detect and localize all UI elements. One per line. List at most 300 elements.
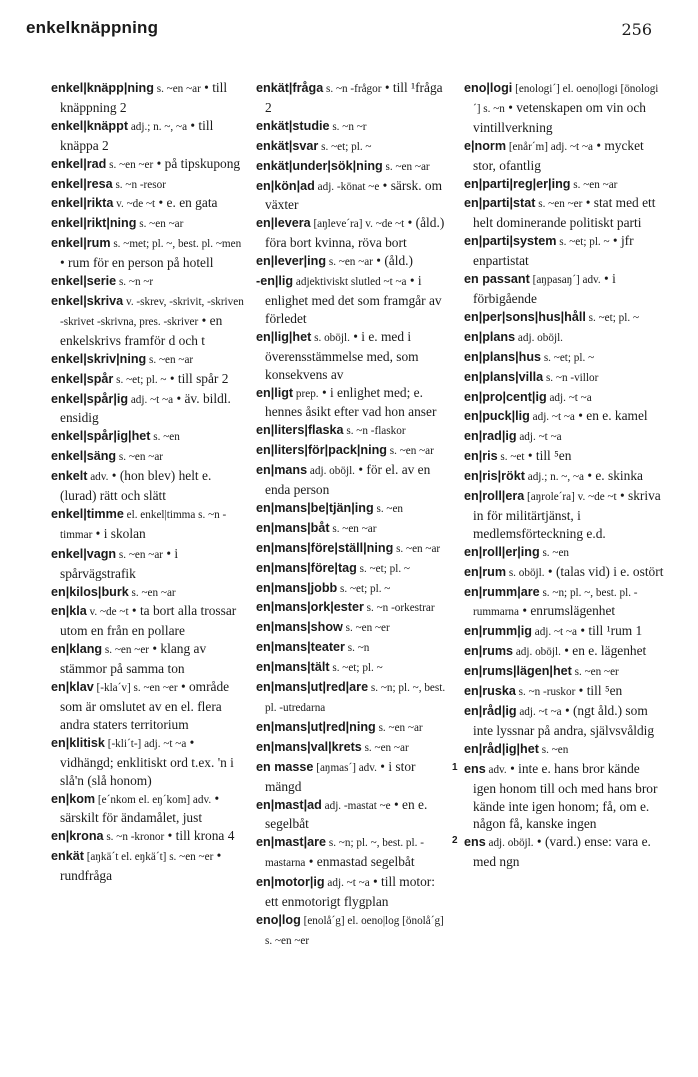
entry-grammar: adv. <box>485 763 507 776</box>
dictionary-entry <box>256 559 450 579</box>
entry-grammar: s. ~en ~ar <box>128 586 176 599</box>
entry-definition: • på tipskupong <box>153 155 241 171</box>
dictionary-entry <box>464 175 664 195</box>
dictionary-entry <box>256 519 450 539</box>
dictionary-entry <box>464 563 664 583</box>
dictionary-entry <box>256 252 450 272</box>
dictionary-entry <box>51 155 245 175</box>
entry-headword: en|krona <box>51 829 104 844</box>
entry-headword: en|mans|teater <box>256 640 345 655</box>
entry-definition: • stat med ett helt dominerande politiskt parti <box>473 195 656 231</box>
entry-headword: enkel|rikta <box>51 196 114 211</box>
homograph-number: 2 <box>452 835 458 847</box>
entry-grammar: s. ~n -frågor <box>323 83 382 95</box>
entry-headword: en|mans|båt <box>256 520 330 535</box>
entry-definition: • i spårvägstrafik <box>60 545 179 581</box>
dictionary-entry <box>464 328 664 348</box>
entry-grammar: s. ~en ~er <box>342 622 390 635</box>
dictionary-entry <box>51 602 245 640</box>
entry-definition: • enrumslägenhet <box>518 603 616 619</box>
entry-headword: en|parti|system <box>464 234 557 249</box>
entry-definition: • till motor: ett enmotorigt flygplan <box>265 874 435 910</box>
dictionary-entry <box>51 214 245 234</box>
entry-definition: • inte e. hans bror kände igen honom till och med hans bror kände inte igen honom; få, om e. någon få, kanske ingen <box>473 760 658 832</box>
entry-grammar: s. ~en ~ar <box>361 741 409 754</box>
dictionary-entry <box>51 292 245 350</box>
entry-grammar: [-kli´t-] adj. ~t ~a <box>104 737 187 750</box>
entry-grammar: s. ~en <box>538 743 569 756</box>
dictionary-entry <box>51 827 245 847</box>
dictionary-entry <box>256 328 450 384</box>
entry-definition: • i e. med i överensstämmelse med, som konsekvens av <box>265 328 419 382</box>
entry-headword: en|rumm|are <box>464 584 540 599</box>
entry-headword: en|klitisk <box>51 735 105 750</box>
entry-grammar: [aŋleve´ra] v. ~de ~t <box>310 218 405 231</box>
entry-headword: e|norm <box>464 138 507 153</box>
entry-headword: en|parti|reg|er|ing <box>464 176 571 191</box>
entry-definition: • skriva in för militärtjänst, i medlemsförteckning e.d. <box>473 488 661 541</box>
entry-grammar: s. ~n -flaskor <box>343 425 406 438</box>
entry-definition: • till ⁵en <box>524 448 572 464</box>
dictionary-entry <box>464 368 664 388</box>
dictionary-column-3 <box>452 79 664 871</box>
entry-grammar: s. ~n -resor <box>112 178 166 191</box>
dictionary-entry <box>256 678 450 718</box>
entry-headword: en|klav <box>51 680 94 695</box>
entry-grammar: v. -skrev, -skrivit, -skriven -skrivet -skrivna, pres. -skriver <box>60 295 244 328</box>
entry-definition: • (hon blev) helt e. (lurad) rätt och slätt <box>60 468 212 504</box>
dictionary-entry <box>51 545 245 583</box>
entry-definition: • i skolan <box>92 525 146 541</box>
entry-grammar: s. ~n ~r <box>329 120 367 133</box>
dictionary-entry <box>256 796 450 834</box>
dictionary-entry <box>51 505 245 545</box>
entry-grammar: s. ~en ~ar <box>116 451 164 464</box>
dictionary-entry <box>464 487 664 543</box>
dictionary-entry <box>51 790 245 828</box>
entry-headword: enkel|knäppt <box>51 118 129 133</box>
entry-grammar: s. ~en ~ar <box>153 83 201 95</box>
dictionary-entry <box>464 682 664 702</box>
entry-definition: • en enkelskrivs framför d och t <box>60 312 223 348</box>
entry-grammar: s. ~et <box>497 451 525 464</box>
entry-headword: enkät|studie <box>256 118 330 133</box>
entry-headword: -en|lig <box>256 274 294 289</box>
entry-headword: enkel|skriva <box>51 293 124 308</box>
entry-definition: • för el. av en enda person <box>265 462 431 498</box>
entry-grammar: adjektiviskt slutled ~t ~a <box>293 276 407 289</box>
dictionary-entry <box>452 833 664 871</box>
entry-headword: en|pro|cent|ig <box>464 389 547 404</box>
entry-headword: enkel|spår <box>51 371 114 386</box>
dictionary-entry <box>256 758 450 796</box>
entry-headword: en|roll|era <box>464 489 525 504</box>
entry-grammar: s. ~n -kronor <box>103 831 165 844</box>
dictionary-entry <box>51 640 245 678</box>
entry-grammar: [aŋrole´ra] v. ~de ~t <box>524 491 617 504</box>
entry-definition: • (åld.) <box>372 253 413 269</box>
entry-headword: enkel|rikt|ning <box>51 216 137 231</box>
entry-definition: • särsk. om växter <box>265 177 443 213</box>
dictionary-entry <box>51 117 245 155</box>
entry-headword: enkel|timme <box>51 506 124 521</box>
entry-headword: en|rum <box>464 564 507 579</box>
entry-headword: en|rumm|ig <box>464 624 532 639</box>
dictionary-entry <box>256 461 450 499</box>
dictionary-entry <box>256 79 450 117</box>
entry-definition: • särskilt för ändamålet, just <box>60 790 220 826</box>
entry-grammar: prep. <box>293 387 319 400</box>
dictionary-entry <box>256 177 450 215</box>
dictionary-entry <box>51 272 245 292</box>
entry-headword: ens <box>464 761 486 776</box>
entry-definition: • rum för en person på hotell <box>60 255 214 271</box>
entry-grammar: s. ~n ~r <box>116 276 154 289</box>
dictionary-entry <box>464 583 664 623</box>
entry-grammar: s. ~en ~ar <box>570 178 618 191</box>
entry-definition: • en e. segelbåt <box>265 796 428 832</box>
entry-headword: enkät <box>51 849 84 864</box>
entry-definition: • i enlighet med; e. hennes åsikt efter vad hon anser <box>265 384 437 420</box>
entry-grammar: s. ~et; pl. ~ <box>113 373 167 386</box>
entry-grammar: s. ~en <box>539 546 570 559</box>
dictionary-entry <box>464 467 664 487</box>
entry-grammar: [enolå´g] el. oeno|log [önolå´g] s. ~en ~er <box>265 914 444 947</box>
entry-grammar: el. enkel|timma s. ~n -timmar <box>60 508 227 541</box>
entry-definition: • en e. kamel <box>574 408 648 424</box>
entry-grammar: adv. <box>87 471 109 484</box>
dictionary-entry <box>256 214 450 252</box>
entry-grammar: s. ~n; pl. ~, best. pl. -rummarna <box>473 586 638 619</box>
entry-grammar: s. ~et; pl. ~ <box>329 662 383 675</box>
dictionary-entry <box>464 740 664 760</box>
entry-grammar: adj. oböjl. <box>485 837 534 850</box>
entry-headword: enkel|skriv|ning <box>51 351 147 366</box>
dictionary-entry <box>51 234 245 272</box>
entry-grammar: v. ~de ~t <box>86 606 129 619</box>
entry-definition: • till krona 4 <box>164 828 235 844</box>
entry-definition: • e. en gata <box>155 195 218 211</box>
entry-headword: en|rums|lägen|het <box>464 664 572 679</box>
entry-headword: en|levera <box>256 216 311 231</box>
entry-headword: en|mans|ut|red|are <box>256 680 369 695</box>
entry-headword: en|mans|val|krets <box>256 739 362 754</box>
entry-headword: en|liters|flaska <box>256 423 344 438</box>
entry-headword: en|mans|ork|ester <box>256 600 364 615</box>
dictionary-entry <box>256 911 450 951</box>
entry-headword: en|liters|för|pack|ning <box>256 443 387 458</box>
entry-grammar: s. ~et; pl. ~ <box>556 236 610 249</box>
dictionary-entry <box>51 350 245 370</box>
entry-grammar: s. ~en ~ar <box>382 160 430 173</box>
entry-definition: • ta bort alla trossar utom en från en pollare <box>60 603 237 639</box>
entry-grammar: s. ~n -villor <box>543 371 599 384</box>
entry-headword: enkel|säng <box>51 449 117 464</box>
dictionary-entry <box>256 499 450 519</box>
entry-headword: enkel|spår|ig <box>51 391 129 406</box>
entry-grammar: adj. ~t ~a <box>531 626 577 639</box>
entry-headword: eno|log <box>256 912 301 927</box>
dictionary-entry <box>256 441 450 461</box>
entry-headword: en masse <box>256 759 314 774</box>
entry-grammar: s. ~en ~ar <box>116 548 164 561</box>
dictionary-entry <box>464 407 664 427</box>
entry-grammar: [-kla´v] s. ~en ~er <box>93 682 178 695</box>
dictionary-entry <box>51 79 245 117</box>
dictionary-entry <box>256 833 450 873</box>
entry-grammar: adj. -könat ~e <box>314 180 380 193</box>
dictionary-entry <box>51 678 245 734</box>
entry-headword: en|råd|ig <box>464 704 517 718</box>
entry-headword: en passant <box>464 272 530 287</box>
entry-grammar: s. ~n; pl. ~, best. pl. -utredarna <box>265 682 446 714</box>
entry-headword: en|råd|ig|het <box>464 741 539 756</box>
entry-grammar: [aŋpasaŋ´] adv. <box>529 274 601 287</box>
entry-definition: • (vard.) ense: vara e. med ngn <box>473 834 651 870</box>
entry-grammar: adj. oböjl. <box>307 465 355 478</box>
entry-definition: • till knäppning 2 <box>60 80 228 115</box>
entry-headword: en|kla <box>51 604 87 619</box>
dictionary-entry <box>256 638 450 658</box>
entry-grammar: s. ~en ~ar <box>386 445 434 458</box>
entry-grammar: s. ~en ~er <box>106 158 154 171</box>
entry-headword: en|mans|före|tag <box>256 560 357 575</box>
dictionary-column-2 <box>256 79 450 951</box>
entry-grammar: adj. ~t ~a <box>516 706 562 718</box>
entry-definition: • till ¹fråga 2 <box>265 80 443 115</box>
entry-grammar: s. oböjl. <box>311 331 350 344</box>
entry-grammar: adj. ~t ~a <box>529 411 575 424</box>
entry-headword: en|mans|ut|red|ning <box>256 719 376 734</box>
dictionary-entry <box>464 662 664 682</box>
entry-headword: ens <box>464 835 486 850</box>
entry-grammar: s. ~en ~er <box>535 198 583 211</box>
entry-grammar: s. ~en <box>150 431 180 444</box>
entry-grammar: s. ~n; pl. ~, best. pl. -mastarna <box>265 837 424 870</box>
dictionary-entry <box>256 598 450 618</box>
entry-grammar: adj. oböjl. <box>515 331 563 344</box>
entry-grammar: s. ~et; pl. ~ <box>337 582 391 595</box>
dictionary-entry <box>256 384 450 422</box>
dictionary-entry <box>464 447 664 467</box>
entry-headword: enkelt <box>51 469 88 484</box>
dictionary-entry <box>51 175 245 195</box>
dictionary-entry <box>256 117 450 137</box>
dictionary-entry <box>464 348 664 368</box>
entry-definition: • vidhängd; enklitiskt ord t.ex. 'n i slå'n (slå honom) <box>60 734 234 788</box>
dictionary-entry <box>464 642 664 662</box>
entry-headword: enkel|knäpp|ning <box>51 81 154 95</box>
entry-headword: en|mast|are <box>256 835 327 850</box>
entry-definition: • till ⁵en <box>575 683 623 699</box>
dictionary-entry <box>452 760 664 834</box>
entry-definition: • äv. bildl. ensidig <box>60 390 231 426</box>
entry-definition: • till knäppa 2 <box>60 117 214 153</box>
entry-headword: en|lever|ing <box>256 254 327 269</box>
entry-grammar: v. ~de ~t <box>113 198 156 211</box>
entry-headword: en|rums <box>464 644 514 659</box>
dictionary-entry <box>51 194 245 214</box>
entry-headword: en|klang <box>51 642 103 657</box>
entry-definition: • (talas vid) i e. ostört <box>544 563 664 579</box>
entry-headword: enkät|fråga <box>256 81 324 95</box>
entry-headword: en|ris|rökt <box>464 469 525 484</box>
entry-grammar: s. ~n -orkestrar <box>363 602 435 615</box>
entry-grammar: adj. oböjl. <box>513 646 561 659</box>
entry-definition: • till ¹rum 1 <box>576 623 643 639</box>
dictionary-entry <box>51 390 245 428</box>
entry-definition: • jfr enpartistat <box>473 233 634 269</box>
entry-headword: en|ruska <box>464 684 516 699</box>
dictionary-entry <box>51 467 245 505</box>
entry-headword: enkel|vagn <box>51 546 117 561</box>
dictionary-entry <box>256 658 450 678</box>
dictionary-entry <box>51 447 245 467</box>
dictionary-entry <box>256 618 450 638</box>
entry-headword: en|plans|villa <box>464 369 544 384</box>
entry-grammar: s. ~et; pl. ~ <box>541 351 595 364</box>
entry-headword: en|mans|tält <box>256 660 330 675</box>
dictionary-entry <box>256 137 450 157</box>
entry-grammar: adj. ~t ~a <box>324 877 370 890</box>
entry-grammar: adj. ~t ~a <box>128 393 174 406</box>
entry-headword: enkel|rum <box>51 236 111 251</box>
running-head-word: enkelknäppning <box>26 18 159 37</box>
entry-definition: • till spår 2 <box>166 370 229 386</box>
dictionary-entry <box>464 79 664 137</box>
entry-grammar: s. ~n -ruskor <box>515 686 576 699</box>
entry-headword: en|roll|er|ing <box>464 544 540 559</box>
entry-headword: en|rad|ig <box>464 429 517 444</box>
entry-grammar: s. ~en ~ar <box>393 542 441 555</box>
dictionary-entry <box>464 194 664 232</box>
entry-headword: en|lig|het <box>256 329 312 344</box>
entry-headword: enkel|rad <box>51 156 107 171</box>
entry-headword: en|mans|jobb <box>256 580 338 595</box>
entry-definition: • (ngt åld.) som inte lyssnar på andra, självsvåldig <box>473 703 655 738</box>
entry-headword: enkät|under|sök|ning <box>256 158 383 173</box>
page-number: 256 <box>621 20 652 39</box>
entry-definition: • mycket stor, ofantlig <box>473 137 644 173</box>
entry-headword: en|parti|stat <box>464 196 536 211</box>
entry-grammar: s. ~en ~ar <box>136 218 184 231</box>
entry-definition: • enmastad segelbåt <box>305 854 415 870</box>
entry-grammar: [aŋmas´] adv. <box>313 761 377 774</box>
entry-definition: • i stor mängd <box>265 758 416 794</box>
dictionary-entry <box>464 232 664 270</box>
entry-grammar: [aŋkä´t el. eŋkä´t] s. ~en ~er <box>83 851 214 864</box>
entry-headword: en|ligt <box>256 385 294 400</box>
entry-headword: en|ris <box>464 449 498 464</box>
entry-headword: en|mans|show <box>256 620 343 635</box>
entry-definition: • i förbigående <box>473 271 616 306</box>
entry-headword: enkel|resa <box>51 176 113 191</box>
dictionary-entry <box>256 873 450 911</box>
entry-grammar: s. ~met; pl. ~, best. pl. ~men <box>110 238 242 251</box>
entry-headword: en|per|sons|hus|håll <box>464 309 586 324</box>
entry-grammar: s. ~en ~er <box>571 666 619 679</box>
entry-headword: eno|logi <box>464 81 513 95</box>
homograph-number: 1 <box>452 761 458 773</box>
entry-definition: • i enlighet med det som framgår av förledet <box>265 273 442 326</box>
entry-grammar: s. ~n <box>344 642 370 655</box>
entry-headword: en|kön|ad <box>256 178 315 193</box>
entry-headword: en|plans <box>464 329 516 344</box>
entry-definition: • e. skinka <box>583 468 643 484</box>
dictionary-entry <box>256 539 450 559</box>
entry-grammar: adj. -mastat ~e <box>321 799 391 812</box>
dictionary-entry <box>256 272 450 328</box>
entry-grammar: s. ~en ~ar <box>329 522 377 535</box>
entry-grammar: s. ~et; pl. ~ <box>356 562 410 575</box>
dictionary-entry <box>464 427 664 447</box>
dictionary-entry <box>464 543 664 563</box>
entry-headword: en|kilos|burk <box>51 584 129 599</box>
dictionary-entry <box>464 308 664 328</box>
entry-definition: • klang av stämmor på samma ton <box>60 641 207 677</box>
entry-definition: • (åld.) föra bort kvinna, röva bort <box>265 215 445 251</box>
dictionary-entry <box>51 370 245 390</box>
entry-definition: • rundfråga <box>60 848 222 884</box>
entry-headword: en|kom <box>51 791 96 806</box>
entry-grammar: s. ~en ~ar <box>326 256 373 269</box>
entry-headword: en|plans|hus <box>464 349 542 364</box>
entry-definition: • en e. lägenhet <box>560 643 647 659</box>
entry-headword: enkel|serie <box>51 274 117 289</box>
dictionary-entry <box>51 427 245 447</box>
dictionary-entry <box>256 579 450 599</box>
entry-headword: enkät|svar <box>256 138 319 153</box>
dictionary-entry <box>256 157 450 177</box>
entry-headword: en|mans|före|ställ|ning <box>256 540 394 555</box>
entry-grammar: adj. ~t ~a <box>516 431 562 444</box>
entry-grammar: adj. ~t ~a <box>546 391 592 404</box>
entry-grammar: s. oböjl. <box>506 566 545 579</box>
dictionary-column-1 <box>51 79 245 885</box>
entry-grammar: adj.; n. ~, ~a <box>128 120 188 133</box>
entry-grammar: s. ~en <box>373 502 404 515</box>
entry-grammar: s. ~et; pl. ~ <box>318 140 372 153</box>
dictionary-entry <box>464 388 664 408</box>
entry-headword: enkel|spår|ig|het <box>51 429 151 444</box>
entry-headword: en|mast|ad <box>256 797 322 812</box>
dictionary-entry <box>464 702 664 740</box>
entry-headword: en|mans|be|tjän|ing <box>256 500 374 515</box>
dictionary-entry <box>51 583 245 603</box>
dictionary-entry <box>464 137 664 175</box>
entry-grammar: adj.; n. ~, ~a <box>524 471 584 484</box>
dictionary-entry <box>464 622 664 642</box>
dictionary-entry <box>256 718 450 738</box>
dictionary-entry <box>256 738 450 758</box>
dictionary-entry <box>464 270 664 308</box>
entry-grammar: [enologi´] el. oeno|logi [önologi´] s. ~n <box>473 83 659 115</box>
dictionary-entry <box>51 847 245 885</box>
entry-definition: • vetenskapen om vin och vintillverkning <box>473 99 647 135</box>
entry-grammar: s. ~en ~ar <box>146 353 194 366</box>
entry-headword: en|mans <box>256 463 308 478</box>
entry-grammar: [enår´m] adj. ~t ~a <box>506 140 593 153</box>
entry-grammar: s. ~en ~ar <box>375 721 423 734</box>
entry-headword: en|puck|lig <box>464 409 530 424</box>
entry-grammar: [e´nkom el. eŋ´kom] adv. <box>95 793 212 806</box>
entry-grammar: s. ~en ~er <box>102 644 150 657</box>
entry-definition: • område som är omslutet av en el. flera andra staters territorium <box>60 679 230 732</box>
entry-grammar: s. ~et; pl. ~ <box>585 311 639 324</box>
dictionary-entry <box>51 734 245 790</box>
dictionary-entry <box>256 421 450 441</box>
entry-headword: en|motor|ig <box>256 875 325 890</box>
